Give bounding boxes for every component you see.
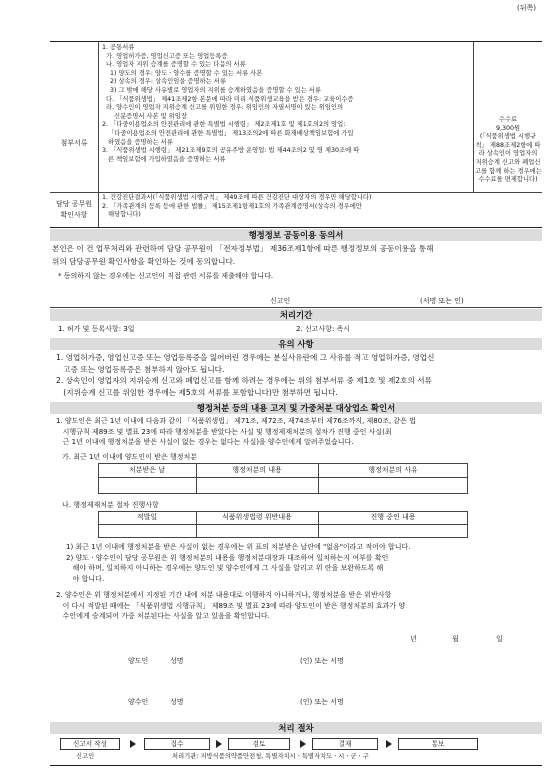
acknowledgement-line: 2. 양수인은 위 행정처분에서 지정된 기간 내에 처분 내용대로 이행하지 아니하거나, 행정처분을 받은 위반사항 [56, 591, 392, 599]
date-month[interactable]: 월 [452, 635, 459, 643]
fee-line: (「식품위생법 시행규 [479, 133, 537, 141]
disposition-note-line: 2) 양도ㆍ양수인이 담당 공무원은 위 행정처분의 내용을 행정처분대장과 대조하여 일치하는지 여부를 확인 [66, 553, 389, 562]
caution-title: 유의 사항 [50, 338, 542, 350]
consent-title: 행정정보 공동이용 동의서 [50, 229, 542, 241]
step-review: 검토 [228, 738, 290, 750]
attachment-line: 3) 그 밖에 해당 사유별로 영업자의 지위를 승계하였음을 증명할 수 있는 서류 [102, 86, 321, 94]
procedure-applicant: 신고인 [76, 753, 95, 760]
verify-line: 2. 「가족관계의 등록 등에 관한 법률」 제15조제1항제1호의 가족관계증명서(상속의 경우에만 [102, 202, 362, 210]
fee-box [475, 116, 541, 185]
th-violation: 식품위생법령 위반내용 [222, 513, 292, 521]
consent-note: * 동의하지 않는 경우에는 신고인이 직접 관련 서류를 제출해야 합니다. [58, 272, 274, 280]
th-progress: 진행 중인 내용 [370, 513, 416, 521]
period-title: 처리기간 [50, 309, 542, 321]
transferor-label: 양도인 [128, 657, 149, 665]
arrow-icon [386, 740, 392, 748]
attachment-line: 2) 상속의 경우: 상속인임을 증명하는 서류 [102, 78, 226, 86]
disposition-note-line: 해야 하며, 일치하지 아니하는 경우에는 양도인 및 양수인에게 그 사실을 알리고 위 란을 보완하도록 해 [66, 564, 384, 572]
disposition-note-line: 1) 최근 1년 이내에 행정처분을 받은 사실이 없는 경우에는 위 표의 처분받은 날란에 "없음"이라고 적어야 합니다. [66, 543, 411, 551]
caution-line: 1. 영업허가증, 영업신고증 또는 영업등록증을 잃어버린 경우에는 분실사유란에 그 사유를 적고 영업허가증, 영업신 [56, 353, 435, 362]
back-side-label: (뒤쪽) [517, 4, 536, 12]
attachment-line: 라. 양수인이 영업자 지위승계 신고를 위임한 경우: 위임인의 자필서명이 있는 위임인의 [102, 104, 344, 112]
period-report: 2. 신고사항: 즉시 [296, 325, 351, 333]
fee-line: 9,300원 [495, 124, 521, 132]
procedure-agency: 처리기관: 지방식품의약품안전청, 특별자치시ㆍ특별자치도ㆍ시ㆍ군ㆍ구 [172, 753, 369, 760]
th-disposition-date: 처분받은 날 [128, 466, 166, 474]
transferee-name-label: 성명 [170, 698, 184, 706]
fee-line: 라 상속인이 영업자의 [478, 150, 538, 158]
disposition-notes [66, 542, 542, 584]
sanction-progress-title: 나. 행정제재처분 절차 진행사항 [62, 501, 159, 509]
step-receipt: 접수 [144, 738, 210, 750]
attachment-line: 가. 영업허가증, 영업신고증 또는 영업등록증 [102, 52, 228, 60]
step-approval: 결재 [312, 738, 378, 750]
fee-line: 지위승계 신고와 폐업신 [475, 158, 541, 166]
disposition-intro-line: 1. 양도인은 최근 1년 이내에 다음과 같이 「식품위생법」 제71조, 제72조, 제74조부터 제76조까지, 제80조, 같은 법 [56, 417, 416, 425]
acknowledgement-line: 수인에게 승계되어 가중 처분된다는 사실을 알고 있음을 확인합니다. [56, 612, 270, 620]
fee-line: 수수료 [498, 116, 518, 123]
period-permit: 1. 허가 및 등록사항: 3일 [58, 325, 135, 333]
caution-line: (지위승계 신고를 위임한 경우에는 제5호의 서류를 포함합니다)만 첨부하면 됩니다. [56, 387, 338, 397]
th-disposition-content: 행정처분의 내용 [232, 466, 282, 474]
disposition-note-line: 야 합니다. [66, 574, 105, 583]
date-year[interactable]: 년 [410, 635, 417, 643]
caution-list [56, 352, 542, 398]
disposition-intro-line: 근 1년 이내에 행정처분을 받은 사실이 없는 경우는 없다는 사실)을 양수인에게 알려주었습니다. [56, 438, 354, 446]
attachment-line: 하였음을 증명하는 서류 [102, 138, 173, 146]
arrow-icon [130, 740, 136, 748]
attachments-list [102, 44, 472, 164]
disposition-intro [56, 416, 542, 448]
th-detect-date: 적발일 [136, 513, 158, 521]
arrow-icon [216, 740, 222, 748]
transferor-sign-field[interactable]: (인) 또는 서명 [300, 657, 344, 665]
attachment-line: 1. 공통서류 [102, 44, 135, 51]
attachment-line: 「다중이용업소의 안전관리에 관한 특별법」 제13조의2에 따른 화재배상책임보험에 가입 [102, 129, 354, 137]
transferee-acknowledgement [56, 590, 542, 622]
disposition-title: 행정처분 등의 내용 고지 및 가중처분 대상업소 확인서 [50, 402, 542, 414]
fee-line: 수수료를 면제합니다) [478, 176, 538, 184]
th-disposition-reason: 행정처분의 사유 [368, 466, 418, 474]
transferor-name-label: 성명 [170, 657, 184, 665]
attachment-line: 2. 「다중이용업소의 안전관리에 관한 특별법 시행령」 제2조제1호 및 제1호의2의 영업: [102, 121, 346, 129]
transferee-label: 양수인 [128, 698, 149, 706]
verify-label-line: 담당 공무원 [55, 200, 93, 208]
disposition-intro-line: 시행규칙 제89조 및 별표 23에 따라 행정처분을 받았다는 사실 및 행정제재처분의 절차가 진행 중인 사실(최 [56, 427, 392, 436]
attachment-line: 1) 양도의 경우: 양도ㆍ양수를 증명할 수 있는 서류 사본 [102, 69, 263, 77]
fee-line: 칙」 제88조제2항에 따 [475, 141, 541, 149]
caution-line: 2. 상속인이 영업자의 지위승계 신고와 폐업신고를 함께 하려는 경우에는 위의 첨부서류 중 제1호 및 제2호의 서류 [56, 376, 432, 386]
attachment-line: 른 책임보험에 가입하였음을 증명하는 서류 [102, 155, 226, 163]
verify-label-line: 확인사항 [60, 210, 88, 219]
attachment-line: 다. 「식품위생법」 제41조제2항 본문에 따라 미리 식품위생교육을 받은 경우: 교육이수증 [102, 95, 354, 103]
consent-text-2: 위의 담당공무원 확인사항을 확인하는 것에 동의합니다. [52, 257, 236, 266]
attachment-line: 나. 영업자 지위 승계를 증명할 수 있는 다음의 서류 [102, 61, 246, 69]
consent-signer-label: 신고인 [270, 297, 291, 305]
arrow-icon [300, 740, 306, 748]
verify-list [102, 194, 540, 220]
step-notice: 통보 [398, 738, 478, 750]
transferee-sign-field[interactable]: (인) 또는 서명 [300, 698, 344, 706]
acknowledgement-line: 이 다시 적발된 때에는 「식품위생법 시행규칙」 제89조 및 별표 23에 따라 양도인이 받은 행정처분의 효과가 양 [56, 601, 406, 610]
procedure-title: 처리 절차 [50, 722, 542, 734]
date-day[interactable]: 일 [496, 635, 503, 643]
caution-line: 고증 또는 영업등록증은 첨부하지 않아도 됩니다. [56, 364, 225, 374]
attachments-label: 첨부서류 [60, 139, 88, 147]
step-write-report: 신고서 작성 [60, 738, 120, 750]
attachment-line: 3. 「식품위생법 시행령」 제21조제9호의 공유주방 운영업: 법 제44조의2 및 영 제30조에 따 [102, 147, 360, 155]
consent-text-1: 본인은 이 건 업무처리와 관련하여 담당 공무원이 「전자정부법」 제36조제1항에 따른 행정정보의 공동이용을 통해 [52, 244, 434, 253]
verify-line: 해당합니다) [102, 211, 141, 219]
consent-sign-field[interactable]: (서명 또는 인) [420, 297, 464, 305]
fee-line: 고를 함께 하는 경우에는 [475, 167, 542, 175]
attachment-line: 신분증명서 사본 및 위임장 [102, 112, 187, 120]
verify-line: 1. 건강진단결과서(「식품위생법 시행규칙」 제49조에 따른 건강진단 대상자의 경우만 해당합니다) [102, 194, 372, 201]
verify-label [50, 199, 98, 220]
recent-dispositions-title: 가. 최근 1년 이내에 양도인이 받은 행정처분 [62, 453, 197, 461]
